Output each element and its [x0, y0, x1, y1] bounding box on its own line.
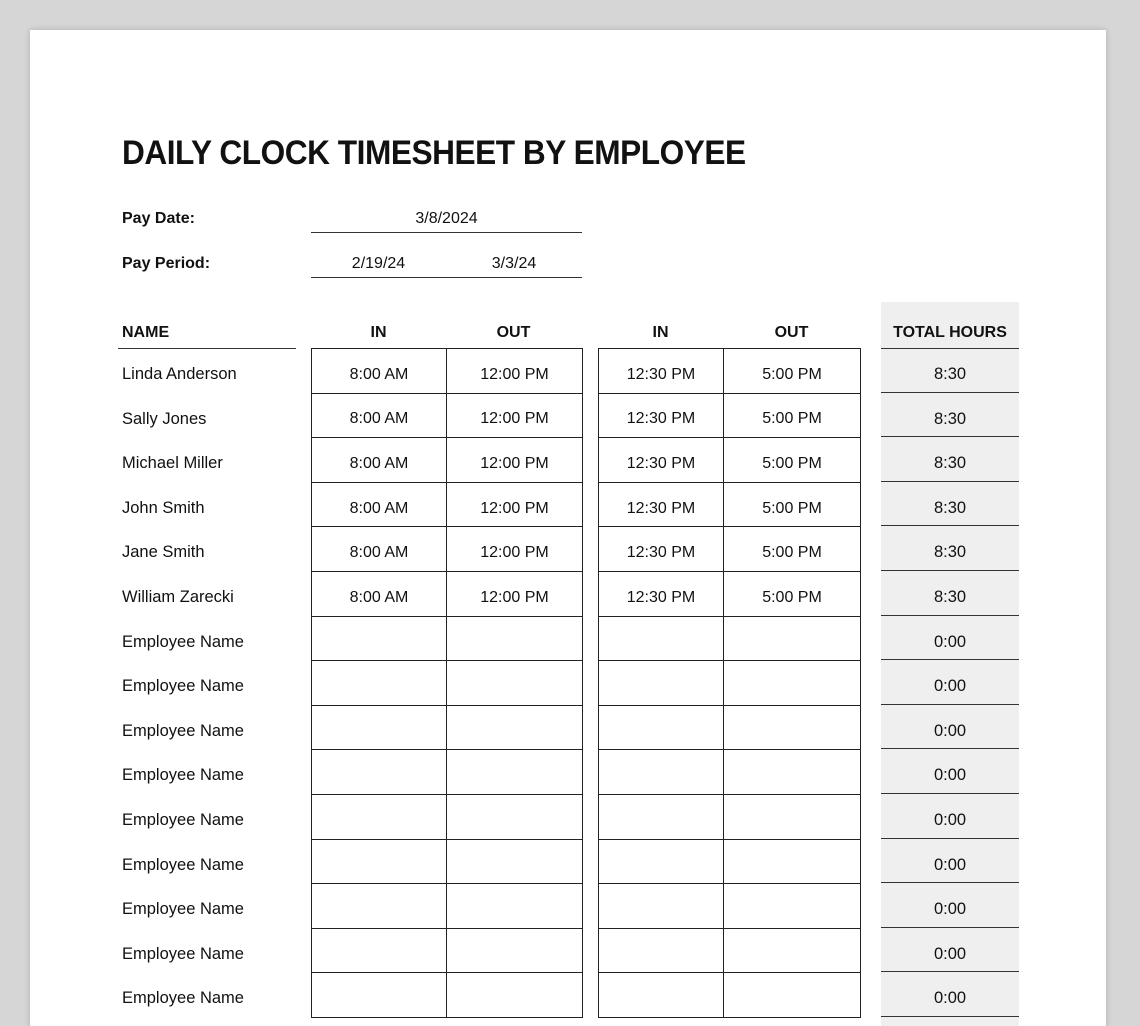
pay-period-underline: [311, 277, 582, 278]
clock-out-2-cell[interactable]: 5:00 PM: [724, 527, 861, 572]
clock-out-2-cell[interactable]: 5:00 PM: [724, 482, 861, 527]
total-hours-value: 8:30: [881, 348, 1019, 393]
table-row: [599, 393, 861, 438]
shift-2-table: [598, 348, 861, 1018]
clock-in-2-cell[interactable]: 12:30 PM: [599, 438, 724, 483]
employee-name[interactable]: Employee Name: [122, 989, 244, 1008]
table-row: [599, 705, 861, 750]
clock-in-1-cell[interactable]: [312, 839, 447, 884]
total-hours-value: 8:30: [881, 393, 1019, 438]
clock-out-2-cell[interactable]: 5:00 PM: [724, 393, 861, 438]
table-row: [312, 794, 583, 839]
clock-in-2-cell[interactable]: [599, 794, 724, 839]
table-row: [312, 438, 583, 483]
table-row: [599, 928, 861, 973]
clock-in-2-cell[interactable]: [599, 839, 724, 884]
table-row: [312, 705, 583, 750]
clock-in-2-cell[interactable]: 12:30 PM: [599, 527, 724, 572]
table-row: [599, 349, 861, 394]
clock-in-2-cell[interactable]: [599, 928, 724, 973]
clock-out-2-cell[interactable]: [724, 616, 861, 661]
table-row: [599, 884, 861, 929]
clock-out-2-cell[interactable]: 5:00 PM: [724, 438, 861, 483]
clock-out-1-cell[interactable]: 12:00 PM: [447, 349, 583, 394]
clock-out-1-cell[interactable]: 12:00 PM: [447, 438, 583, 483]
total-hours-value: 0:00: [881, 660, 1019, 705]
clock-in-2-cell[interactable]: [599, 661, 724, 706]
clock-out-1-cell[interactable]: [447, 705, 583, 750]
clock-in-1-cell[interactable]: [312, 616, 447, 661]
employee-name[interactable]: Employee Name: [122, 632, 244, 651]
clock-in-2-cell[interactable]: 12:30 PM: [599, 349, 724, 394]
clock-in-1-cell[interactable]: [312, 750, 447, 795]
total-hours-value: 0:00: [881, 928, 1019, 973]
clock-in-1-cell[interactable]: 8:00 AM: [312, 438, 447, 483]
total-hours-value: 0:00: [881, 972, 1019, 1017]
clock-out-1-cell[interactable]: [447, 928, 583, 973]
clock-out-1-cell[interactable]: [447, 616, 583, 661]
clock-in-1-cell[interactable]: 8:00 AM: [312, 571, 447, 616]
clock-in-2-cell[interactable]: [599, 884, 724, 929]
clock-out-2-cell[interactable]: [724, 928, 861, 973]
total-hours-column: [881, 348, 1019, 1017]
clock-out-2-cell[interactable]: [724, 884, 861, 929]
employee-name[interactable]: William Zarecki: [122, 587, 234, 606]
clock-in-2-cell[interactable]: [599, 750, 724, 795]
pay-period-label: Pay Period:: [122, 255, 211, 272]
page-title: DAILY CLOCK TIMESHEET BY EMPLOYEE: [122, 134, 746, 172]
clock-in-2-cell[interactable]: 12:30 PM: [599, 482, 724, 527]
clock-out-1-cell[interactable]: [447, 839, 583, 884]
clock-out-2-cell[interactable]: 5:00 PM: [724, 571, 861, 616]
table-row: [599, 839, 861, 884]
clock-out-1-cell[interactable]: [447, 794, 583, 839]
table-row: [599, 571, 861, 616]
clock-in-2-cell[interactable]: 12:30 PM: [599, 393, 724, 438]
employee-name[interactable]: Employee Name: [122, 810, 244, 829]
pay-date-value: 3/8/2024: [415, 210, 478, 227]
clock-out-2-cell[interactable]: [724, 794, 861, 839]
clock-in-1-cell[interactable]: [312, 705, 447, 750]
table-row: [312, 393, 583, 438]
employee-name-column: [122, 348, 312, 1017]
total-hours-value: 8:30: [881, 571, 1019, 616]
total-hours-value: 8:30: [881, 526, 1019, 571]
clock-out-1-cell[interactable]: [447, 661, 583, 706]
employee-name[interactable]: Employee Name: [122, 944, 244, 963]
employee-name[interactable]: Employee Name: [122, 721, 244, 740]
total-hours-value: 0:00: [881, 705, 1019, 750]
employee-name[interactable]: Employee Name: [122, 855, 244, 874]
clock-out-2-cell[interactable]: [724, 661, 861, 706]
total-hours-value: 0:00: [881, 839, 1019, 884]
table-row: [312, 928, 583, 973]
table-row: [599, 438, 861, 483]
table-row: [312, 616, 583, 661]
employee-name[interactable]: Michael Miller: [122, 454, 223, 473]
table-row: [312, 661, 583, 706]
table-row: [599, 750, 861, 795]
pay-date-label: Pay Date:: [122, 210, 195, 227]
table-row: [312, 527, 583, 572]
employee-name[interactable]: Employee Name: [122, 766, 244, 785]
employee-name[interactable]: Linda Anderson: [122, 365, 237, 383]
employee-name[interactable]: Employee Name: [122, 677, 244, 696]
clock-out-2-cell[interactable]: [724, 705, 861, 750]
clock-in-1-cell[interactable]: 8:00 AM: [312, 393, 447, 438]
table-row: [312, 884, 583, 929]
clock-in-1-cell[interactable]: 8:00 AM: [312, 349, 447, 394]
clock-out-1-cell[interactable]: 12:00 PM: [447, 393, 583, 438]
clock-in-2-cell[interactable]: [599, 973, 724, 1018]
clock-out-1-cell[interactable]: 12:00 PM: [447, 571, 583, 616]
header-total-hours: TOTAL HOURS: [893, 324, 1007, 341]
total-hours-value: 0:00: [881, 616, 1019, 661]
table-row: [312, 349, 583, 394]
employee-name[interactable]: Sally Jones: [122, 409, 207, 428]
header-out-2: OUT: [774, 324, 809, 341]
table-row: [312, 839, 583, 884]
pay-date-underline: [311, 232, 582, 233]
header-out-1: OUT: [496, 324, 531, 341]
total-hours-value: 8:30: [881, 437, 1019, 482]
clock-out-1-cell[interactable]: [447, 884, 583, 929]
clock-in-2-cell[interactable]: 12:30 PM: [599, 571, 724, 616]
table-row: [312, 571, 583, 616]
timesheet-page: [30, 30, 1106, 1026]
clock-out-2-cell[interactable]: [724, 839, 861, 884]
table-row: [312, 482, 583, 527]
total-hours-value: 0:00: [881, 749, 1019, 794]
clock-out-1-cell[interactable]: 12:00 PM: [447, 482, 583, 527]
employee-name[interactable]: Jane Smith: [122, 543, 205, 562]
clock-in-2-cell[interactable]: [599, 705, 724, 750]
employee-name[interactable]: Employee Name: [122, 900, 244, 919]
shift-1-table: [311, 348, 583, 1018]
header-in-1: IN: [370, 324, 387, 341]
table-row: [599, 527, 861, 572]
clock-out-1-cell[interactable]: [447, 973, 583, 1018]
clock-in-1-cell[interactable]: 8:00 AM: [312, 482, 447, 527]
clock-in-1-cell[interactable]: [312, 928, 447, 973]
table-row: [312, 973, 583, 1018]
clock-in-2-cell[interactable]: [599, 616, 724, 661]
pay-period-end: 3/3/24: [491, 255, 537, 272]
table-row: [599, 661, 861, 706]
clock-out-2-cell[interactable]: 5:00 PM: [724, 349, 861, 394]
header-in-2: IN: [652, 324, 669, 341]
total-hours-value: 0:00: [881, 883, 1019, 928]
clock-out-2-cell[interactable]: [724, 750, 861, 795]
employee-name[interactable]: John Smith: [122, 498, 205, 517]
table-row: [312, 750, 583, 795]
clock-out-1-cell[interactable]: 12:00 PM: [447, 527, 583, 572]
header-name: NAME: [122, 324, 170, 341]
table-row: [599, 794, 861, 839]
clock-in-1-cell[interactable]: [312, 884, 447, 929]
total-hours-value: 8:30: [881, 482, 1019, 527]
clock-out-1-cell[interactable]: [447, 750, 583, 795]
pay-period-start: 2/19/24: [351, 255, 406, 272]
clock-in-1-cell[interactable]: [312, 794, 447, 839]
table-row: [599, 973, 861, 1018]
total-hours-value: 0:00: [881, 794, 1019, 839]
clock-in-1-cell[interactable]: [312, 973, 447, 1018]
table-row: [599, 482, 861, 527]
clock-out-2-cell[interactable]: [724, 973, 861, 1018]
clock-in-1-cell[interactable]: [312, 661, 447, 706]
clock-in-1-cell[interactable]: 8:00 AM: [312, 527, 447, 572]
table-row: [599, 616, 861, 661]
